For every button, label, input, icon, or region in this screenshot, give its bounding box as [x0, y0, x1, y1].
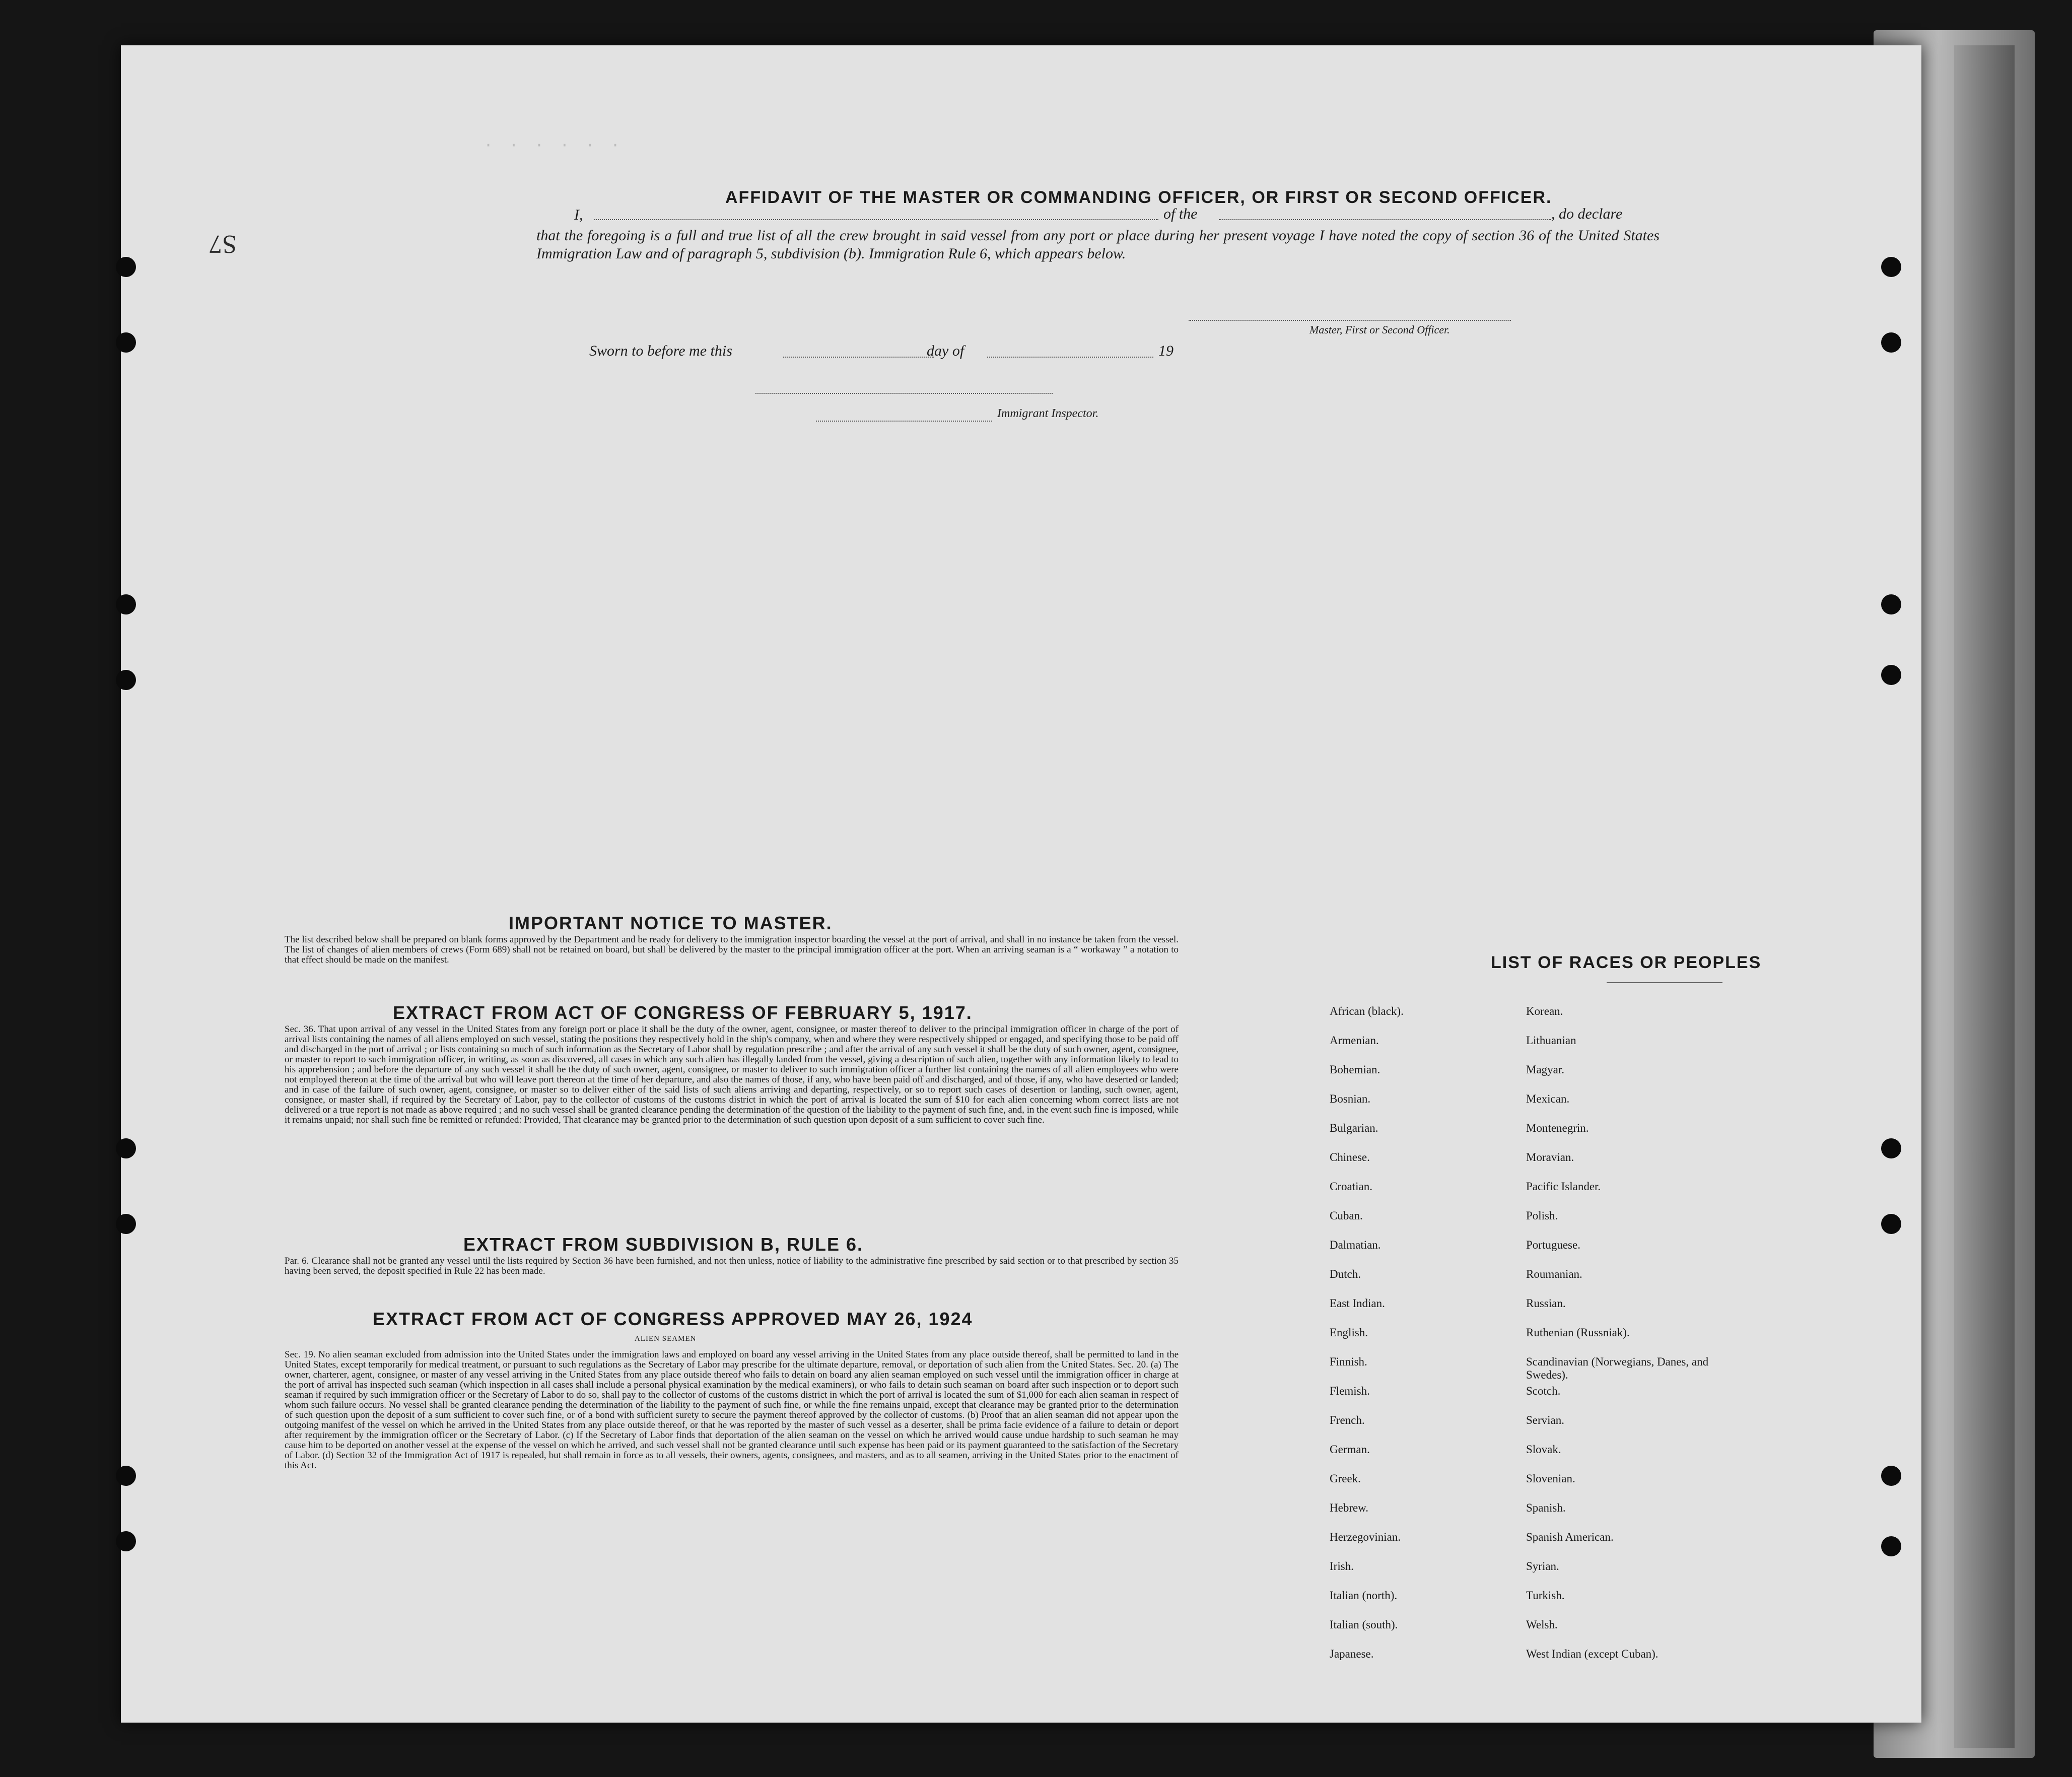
race-item: Syrian. — [1526, 1560, 1559, 1573]
punch-hole — [116, 594, 136, 614]
inspector-label: Immigrant Inspector. — [997, 407, 1099, 420]
day-of-label: day of — [927, 343, 964, 359]
race-item: Russian. — [1526, 1297, 1566, 1310]
punch-hole — [116, 670, 136, 690]
punch-hole — [116, 1466, 136, 1486]
sworn-label: Sworn to before me this — [589, 343, 732, 359]
race-item: Hebrew. — [1330, 1501, 1369, 1514]
punch-hole — [116, 257, 136, 277]
race-item: Armenian. — [1330, 1034, 1379, 1047]
race-item: Japanese. — [1330, 1648, 1374, 1660]
race-item: Finnish. — [1330, 1355, 1367, 1368]
extract-rule6-text: Par. 6. Clearance shall not be granted any vessel until the lists required by Section 36 have been furnished, and not then unless, notice of liability to the administrative fine prescribed by said section or to that prescribed by section 35 having been served, the deposit specified in Rule 22 has been made. — [285, 1256, 1179, 1276]
punch-hole — [116, 1531, 136, 1551]
race-item: Pacific Islander. — [1526, 1180, 1601, 1193]
bleed-through-text: · · · · · · — [484, 136, 624, 155]
affidavit-title: AFFIDAVIT OF THE MASTER OR COMMANDING OFFICER, OR FIRST OR SECOND OFFICER. — [725, 188, 1552, 207]
race-item: Italian (north). — [1330, 1589, 1398, 1602]
races-title-rule — [1607, 982, 1722, 983]
race-item: Italian (south). — [1330, 1618, 1398, 1631]
races-title: LIST OF RACES OR PEOPLES — [1491, 953, 1762, 972]
race-item: Polish. — [1526, 1209, 1558, 1222]
extract-1917-text: Sec. 36. That upon arrival of any vessel in the United States from any foreign port or place it shall be the duty of the owner, agent, consignee, or master thereof to deliver to the principal immigration officer in charge of the port of arrival lists containing the names of all aliens employed on such vessel, stating the positions they respectively hold in the ship's company, when and where they were respectively shipped or engaged, and specifying those to be paid off and discharged in the port of arrival ; or lists containing so much of such information as the Secretary of Labor shall by regulation prescribe ; and after the arrival of any such vessel it shall be the duty of such owner, agent, consignee, or master to report to such immigration officer, in writing, as soon as discovered, all cases in which any such alien has illegally landed from the vessel, giving a description of such alien, together with any information likely to lead to his apprehension ; and before the departure of any such vessel it shall be the duty of such owner, agent, consignee, or master to deliver to such immigration officer a further list containing the names of all alien employees who were not employed thereon at the time of the arrival but who will leave port thereon at the time of her departure, and also the names of those, if any, who have been paid off and discharged, and of those, if any, who have deserted or landed; and in case of the failure of such owner, agent, consignee, or master so to deliver either of the said lists of such aliens arriving and departing, respectively, or so to report such cases of desertion or landing, such owner, agent, consignee, or master shall, if required by the Secretary of Labor, pay to the collector of customs of the customs district in which the port of arrival is located the sum of $10 for each alien concerning whom correct lists are not delivered or a true report is not made as above required ; and no such vessel shall be granted clearance pending the determination of the question of the liability to the payment of such fine, and, in the event such fine is imposed, while it remains unpaid; nor shall such fine be remitted or refunded: Provided, That clearance may be granted prior to the determination of such question upon deposit of a sum sufficient to cover such fine. — [285, 1024, 1179, 1125]
race-item: Scandinavian (Norwegians, Danes, and Swedes). — [1526, 1355, 1709, 1381]
punch-hole — [1881, 1138, 1901, 1158]
extract-1924-text: Sec. 19. No alien seaman excluded from admission into the United States under the immigration laws and employed on board any vessel arriving in the United States from any place outside thereof, shall be permitted to land in the United States, except temporarily for medical treatment, or pursuant to such regulations as the Secretary of Labor may prescribe for the ultimate departure, removal, or deportation of such alien from the United States. Sec. 20. (a) The owner, charterer, agent, consignee, or master of any vessel arriving in the United States from any place outside thereof who fails to detain on board any alien seaman employed on such vessel until the immigration officer in charge at the port of arrival has inspected such seaman (which inspection in all cases shall include a personal physical examination by the medical examiners), or who fails to detain such seaman on board after such inspection or to deport such seaman if required by such immigration officer or the Secretary of Labor to do so, shall pay to the collector of customs of the customs district in which the port of arrival is located the sum of $1,000 for each alien seaman in respect of whom such failure occurs. No vessel shall be granted clearance pending the determination of the liability to the payment of such fine, or while the fine remains unpaid, except that clearance may be granted prior to the determination of such question upon the deposit of a sum sufficient to cover such fine, or of a bond with sufficient surety to secure the payment thereof approved by the collector of customs. (b) Proof that an alien seaman did not appear upon the outgoing manifest of the vessel on which he arrived in the United States from any place outside thereof, or that he was reported by the master of such vessel as a deserter, shall be prima facie evidence of a failure to detain or deport after requirement by the immigration officer or the Secretary of Labor. (c) If the Secretary of Labor finds that deportation of the alien seaman on the vessel on which he arrived would cause undue hardship to such seaman he may cause him to be deported on another vessel at the expense of the vessel on which he arrived, and such vessel shall not be granted clearance until such expense has been paid or its payment guaranteed to the satisfaction of the Secretary of Labor. (d) Section 32 of the Immigration Act of 1917 is repealed, but shall remain in force as to all vessels, their owners, agents, consignees, and masters, and as to all seamen, arriving in the United States prior to the enactment of this Act. — [285, 1349, 1179, 1471]
race-item: Ruthenian (Russniak). — [1526, 1326, 1630, 1339]
inspector-top-line — [755, 393, 1053, 394]
punch-hole — [116, 1214, 136, 1234]
punch-hole — [1881, 665, 1901, 685]
race-item: Croatian. — [1330, 1180, 1372, 1193]
race-item: Slovak. — [1526, 1443, 1561, 1456]
race-item: Lithuanian — [1526, 1034, 1576, 1047]
race-item: Mexican. — [1526, 1092, 1570, 1105]
master-signature-line — [1189, 320, 1511, 321]
race-item: Slovenian. — [1526, 1472, 1575, 1485]
master-signature-label: Master, First or Second Officer. — [1309, 323, 1450, 336]
races-right-column — [1526, 1005, 1728, 1677]
race-item: Bohemian. — [1330, 1063, 1380, 1076]
race-item: Cuban. — [1330, 1209, 1363, 1222]
race-item: Roumanian. — [1526, 1268, 1582, 1280]
punch-hole — [1881, 594, 1901, 614]
race-item: Servian. — [1526, 1414, 1565, 1426]
race-item: Greek. — [1330, 1472, 1361, 1485]
margin-mark: S7 — [209, 230, 237, 258]
race-item: Turkish. — [1526, 1589, 1565, 1602]
race-item: Spanish American. — [1526, 1531, 1614, 1543]
affidavit-of-the: of the — [1163, 206, 1198, 222]
notice-title: IMPORTANT NOTICE TO MASTER. — [509, 913, 833, 933]
race-item: Magyar. — [1526, 1063, 1565, 1076]
affidavit-do-declare: , do declare — [1551, 206, 1623, 222]
race-item: Flemish. — [1330, 1385, 1370, 1397]
notice-text: The list described below shall be prepared on blank forms approved by the Department and be ready for delivery to the immigration inspector boarding the vessel at the port of arrival, and shall in no instance be taken from the vessel. The list of changes of alien members of crews (Form 689) shall not be retained on board, but shall be delivered by the master to the principal immigration officer at the port. When an arriving seaman is a “ workaway ” a notation to that effect should be made on the manifest. — [285, 934, 1179, 965]
sworn-day-line — [783, 357, 934, 358]
extract-1924-subtitle: ALIEN SEAMEN — [635, 1335, 697, 1343]
punch-hole — [1881, 1214, 1901, 1234]
race-item: Scotch. — [1526, 1385, 1561, 1397]
punch-hole — [1881, 1466, 1901, 1486]
race-item: Irish. — [1330, 1560, 1354, 1573]
race-item: Korean. — [1526, 1005, 1563, 1017]
extract-1917-title: EXTRACT FROM ACT OF CONGRESS OF FEBRUARY 5, 1917. — [393, 1002, 973, 1023]
punch-hole — [116, 1138, 136, 1158]
affidavit-i: I, — [574, 207, 583, 223]
race-item: English. — [1330, 1326, 1368, 1339]
race-item: East Indian. — [1330, 1297, 1385, 1310]
month-line — [987, 357, 1153, 358]
race-item: Montenegrin. — [1526, 1122, 1589, 1134]
affidavit-body: that the foregoing is a full and true list of all the crew brought in said vessel from any port or place during her present voyage I have noted the copy of section 36 of the United States Immigration Law and of paragraph 5, subdivision (b). Immigration Rule 6, which appears below. — [536, 227, 1660, 262]
punch-hole — [1881, 1536, 1901, 1556]
race-item: German. — [1330, 1443, 1370, 1456]
inspector-signature-line — [816, 421, 992, 422]
race-item: Dutch. — [1330, 1268, 1361, 1280]
race-item: Herzegovinian. — [1330, 1531, 1401, 1543]
underlying-sheet-edge — [1954, 45, 2015, 1748]
race-item: French. — [1330, 1414, 1365, 1426]
race-item: Welsh. — [1526, 1618, 1558, 1631]
race-item: Chinese. — [1330, 1151, 1370, 1164]
race-item: Dalmatian. — [1330, 1239, 1381, 1251]
punch-hole — [1881, 332, 1901, 353]
races-left-column — [1330, 1005, 1404, 1677]
race-item: African (black). — [1330, 1005, 1404, 1017]
race-item: Portuguese. — [1526, 1239, 1580, 1251]
year-label: 19 — [1158, 343, 1173, 359]
vessel-line — [1219, 219, 1551, 220]
punch-hole — [1881, 257, 1901, 277]
race-item: Bulgarian. — [1330, 1122, 1378, 1134]
name-line — [594, 219, 1158, 220]
race-item: Moravian. — [1526, 1151, 1574, 1164]
extract-1924-title: EXTRACT FROM ACT OF CONGRESS APPROVED MAY 26, 1924 — [373, 1309, 973, 1329]
race-item: West Indian (except Cuban). — [1526, 1648, 1659, 1660]
extract-rule6-title: EXTRACT FROM SUBDIVISION B, RULE 6. — [463, 1234, 864, 1255]
race-item: Spanish. — [1526, 1501, 1566, 1514]
race-item: Bosnian. — [1330, 1092, 1371, 1105]
punch-hole — [116, 332, 136, 353]
document-page — [121, 45, 1921, 1723]
